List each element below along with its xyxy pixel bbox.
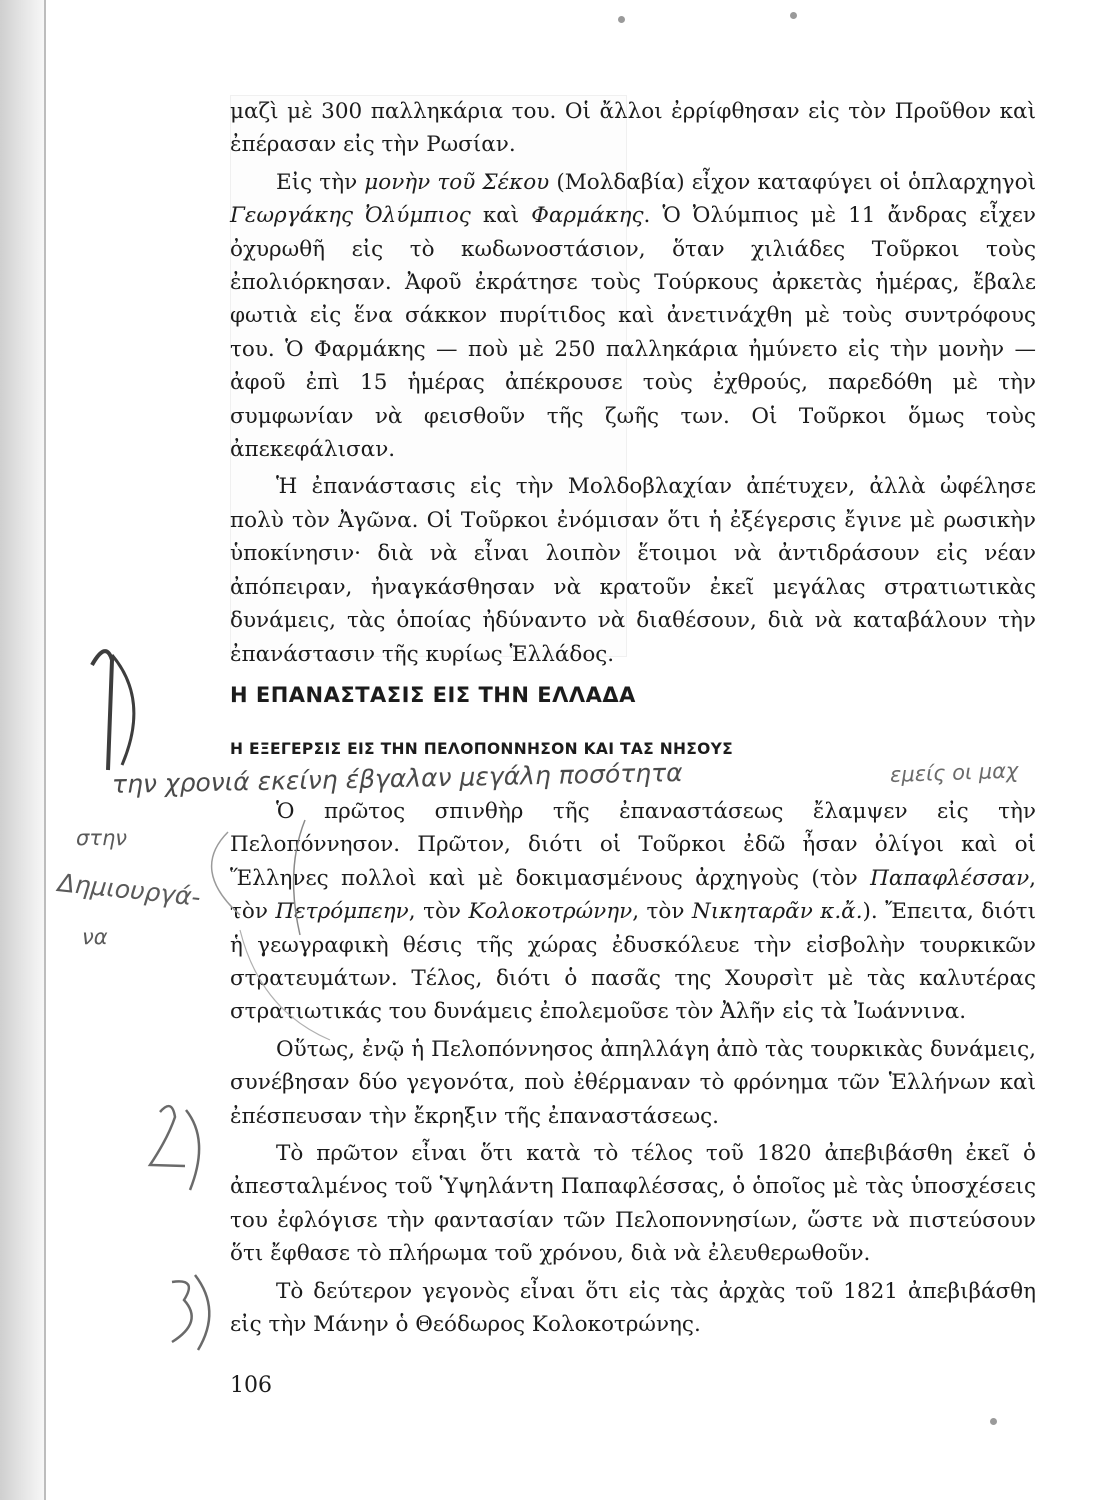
paragraph-p2 bbox=[230, 166, 1036, 467]
handwritten-note-right: εμείς οι μαχ bbox=[889, 758, 1019, 787]
page-binding-edge bbox=[0, 0, 44, 1500]
text-run: , τὸν bbox=[408, 899, 469, 925]
text-run: , τὸν bbox=[230, 865, 1036, 925]
text-run: (Μολδαβία) εἶχον καταφύγει οἱ ὁπλαρχηγοὶ bbox=[549, 169, 1036, 195]
text-run: Εἰς τὴν bbox=[276, 169, 365, 195]
paragraph-p3 bbox=[230, 470, 1036, 670]
section-heading: Η ΕΠΑΝΑΣΤΑΣΙΣ ΕΙΣ ΤΗΝ ΕΛΛΑΔΑ bbox=[230, 683, 636, 707]
italic-run: Παπαφλέσσαν bbox=[870, 865, 1030, 891]
paper-speck bbox=[618, 16, 625, 23]
italic-run: Φαρμάκης bbox=[531, 203, 644, 229]
text-run: Οὕτως, ἐνῷ ἡ Πελοπόννησος ἀπηλλάγη ἀπὸ τὰς τουρκικὰς δυνάμεις, συνέβησαν δύο γεγονότα, ποὺ ἐθέρμαναν τὸ φρόνημα τῶν Ἑλλήνων καὶ ἐπέσπευσαν τὴν ἔκρηξιν τῆς ἐπαναστάσεως. bbox=[230, 1036, 1036, 1129]
italic-run: Πετρόμπεην bbox=[275, 899, 409, 925]
body-text-bottom bbox=[230, 795, 1036, 1346]
handwritten-note-left-1: στην bbox=[76, 826, 127, 850]
subsection-heading: Η ΕΞΕΓΕΡΣΙΣ ΕΙΣ ΤΗΝ ΠΕΛΟΠΟΝΝΗΣΟΝ ΚΑΙ ΤΑΣ ΝΗΣΟΥΣ bbox=[230, 740, 734, 758]
handwritten-mark-3 bbox=[170, 1290, 211, 1336]
handwritten-note-left-2: Δημιουργά- bbox=[56, 868, 202, 912]
paragraph-p5 bbox=[230, 1033, 1036, 1133]
paragraph-p6 bbox=[230, 1137, 1036, 1271]
text-run: , τὸν bbox=[632, 899, 692, 925]
handwritten-note-top-line: την χρονιά εκείνη έβγαλαν μεγάλη ποσότητα bbox=[111, 758, 683, 799]
italic-run: Νικηταρᾶν κ.ἄ. bbox=[691, 899, 863, 925]
text-run: . Ὁ Ὀλύμπιος μὲ 11 ἄνδρας εἶχεν ὀχυρωθῆ εἰς τὸ κωδωνοστάσιον, ὅταν χιλιάδες Τοῦρκοι τοὺς ἐπολιόρκησαν. Ἀφοῦ ἐκράτησε τοὺς Τούρκους ἀρκετὰς ἡμέρας, ἔβαλε φωτιὰ εἰς ἕνα σάκκον πυρίτιδος καὶ ἀνετινάχθη μὲ τοὺς συντρόφους του. Ὁ Φαρμάκης — ποὺ μὲ 250 παλληκάρια ἠμύνετο εἰς τὴν μονὴν — ἀφοῦ ἐπὶ 15 ἡμέρας ἀπέκρουσε τοὺς ἐχθρούς, παρεδόθη μὲ τὴν συμφωνίαν νὰ φεισθοῦν τῆς ζωῆς των. Οἱ Τοῦρκοι ὅμως τοὺς ἀπεκεφάλισαν. bbox=[230, 203, 1036, 463]
paragraph-p1 bbox=[230, 95, 1036, 162]
text-run: καὶ bbox=[470, 203, 532, 229]
body-text-top bbox=[230, 95, 1036, 675]
text-run: μαζὶ μὲ 300 παλληκάρια του. Οἱ ἄλλοι ἐρρίφθησαν εἰς τὸν Προῦθον καὶ ἐπέρασαν εἰς τὴν Ρωσίαν. bbox=[230, 99, 1036, 158]
text-run: ). Ἔπειτα, διότι ἡ γεωγραφικὴ θέσις τῆς χώρας ἐδυσκόλευε τὴν εἰσβολὴν τουρκικῶν στρατευμάτων. Τέλος, διότι ὁ πασᾶς της Χουρσὶτ μὲ τὰς καλυτέρας στρατιωτικάς του δυνάμεις ἐπολεμοῦσε τὸν Ἀλῆν εἰς τὰ Ἰωάννινα. bbox=[230, 899, 1036, 1025]
handwritten-mark-2 bbox=[162, 1118, 203, 1164]
page-number: 106 bbox=[230, 1373, 272, 1398]
italic-run: μονὴν τοῦ Σέκου bbox=[364, 169, 550, 195]
paper-speck bbox=[790, 12, 797, 19]
text-run: Τὸ δεύτερον γεγονὸς εἶναι ὅτι εἰς τὰς ἀρχὰς τοῦ 1821 ἀπεβιβάσθη εἰς τὴν Μάνην ὁ Θεόδωρος Κολοκοτρώνης. bbox=[230, 1278, 1036, 1338]
paragraph-p4 bbox=[230, 795, 1036, 1029]
page-binding-line bbox=[44, 0, 46, 1500]
paragraph-p7 bbox=[230, 1275, 1036, 1342]
italic-run: Γεωργάκης Ὀλύμπιος bbox=[230, 203, 471, 229]
text-run: Ὁ πρῶτος σπινθὴρ τῆς ἐπαναστάσεως ἔλαμψεν εἰς τὴν Πελοπόννησον. Πρῶτον, διότι οἱ Τοῦρκοι ἐδῶ ἦσαν ὀλίγοι καὶ οἱ Ἕλληνες πολλοὶ καὶ μὲ δοκιμασμένους ἀρχηγοὺς (τὸν bbox=[230, 799, 1036, 891]
handwritten-note-left-3: να bbox=[82, 925, 108, 949]
italic-run: Κολοκοτρώνην bbox=[468, 899, 633, 925]
handwritten-mark-1 bbox=[78, 705, 125, 759]
text-run: Τὸ πρῶτον εἶναι ὅτι κατὰ τὸ τέλος τοῦ 1820 ἀπεβιβάσθη ἐκεῖ ὁ ἀπεσταλμένος τοῦ Ὑψηλάντη Παπαφλέσσας, ὁ ὁποῖος μὲ τὰς ὑποσχέσεις του ἐφλόγισε τὴν φαντασίαν τῶν Πελοποννησίων, ὥστε νὰ πιστεύσουν ὅτι ἔφθασε τὸ πλήρωμα τοῦ χρόνου, διὰ νὰ ἐλευθερωθοῦν. bbox=[230, 1141, 1036, 1267]
paper-speck bbox=[990, 1418, 997, 1425]
text-run: Ἡ ἐπανάστασις εἰς τὴν Μολδοβλαχίαν ἀπέτυχεν, ἀλλὰ ὠφέλησε πολὺ τὸν Ἀγῶνα. Οἱ Τοῦρκοι ἐνόμισαν ὅτι ἡ ἐξέγερσις ἔγινε μὲ ρωσικὴν ὑποκίνησιν· διὰ νὰ εἶναι λοιπὸν ἕτοιμοι νὰ ἀντιδράσουν εἰς νέαν ἀπόπειραν, ἠναγκάσθησαν νὰ κρατοῦν ἐκεῖ μεγάλας στρατιωτικὰς δυνάμεις, τὰς ὁποίας ἠδύναντο νὰ διαθέσουν, διὰ νὰ καταβάλουν τὴν ἐπανάστασιν τῆς κυρίως Ἑλλάδος. bbox=[230, 474, 1036, 667]
